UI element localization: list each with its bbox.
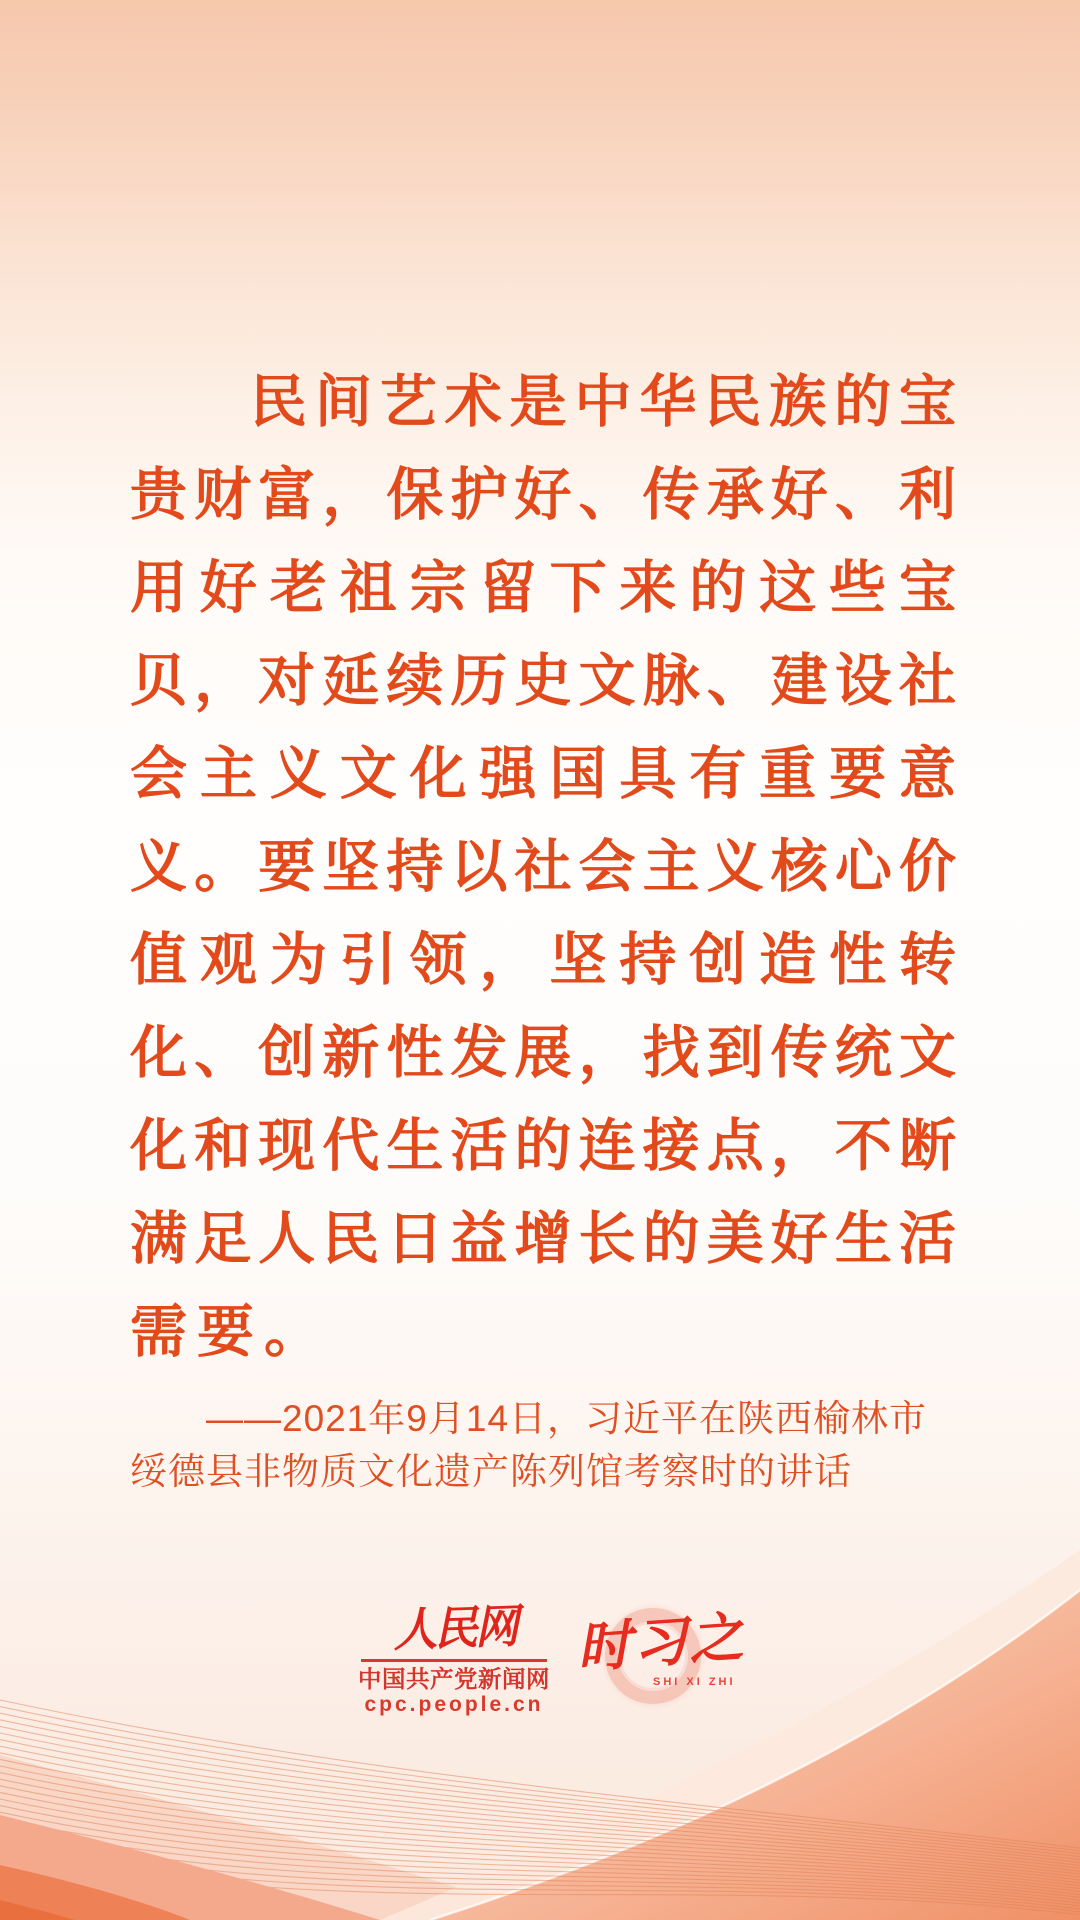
quote-line: 义 。 要 坚 持 以 社 会 主 义 核 心 价 bbox=[130, 835, 956, 899]
quote-line: 化 和 现 代 生 活 的 连 接 点 ， 不 断 bbox=[130, 1114, 956, 1178]
shixizhi-logo bbox=[575, 1600, 745, 1725]
cpc-news-site-url: cpc.people.cn bbox=[364, 1693, 544, 1716]
quote-line: 满 足 人 民 日 益 增 长 的 美 好 生 活 bbox=[130, 1207, 956, 1271]
attribution-line-2: 绥德县非物质文化遗产陈列馆考察时的讲话 bbox=[130, 1451, 852, 1492]
attribution-line-1: ——2021年9月14日，习近平在陕西榆林市 bbox=[206, 1398, 928, 1439]
quote-line: 会 主 义 文 化 强 国 具 有 重 要 意 bbox=[130, 742, 956, 806]
shixizhi-pinyin: SHI XI ZHI bbox=[653, 1676, 736, 1688]
logo-divider-rule bbox=[361, 1659, 547, 1662]
shixizhi-wordmark: 时习之 bbox=[575, 1607, 747, 1679]
bottom-wave-decoration bbox=[0, 1540, 1080, 1920]
peoples-daily-script-wordmark: 人民网 bbox=[391, 1599, 517, 1657]
quote-line: 化 、 创 新 性 发 展 ， 找 到 传 统 文 bbox=[130, 1021, 956, 1085]
quote-line: 需 要 。 bbox=[130, 1300, 321, 1364]
quote-line: 贵 财 富 ， 保 护 好 、 传 承 好 、 利 bbox=[130, 463, 956, 527]
quote-text-block bbox=[130, 356, 956, 1379]
quote-line: 贝 ， 对 延 续 历 史 文 脉 、 建 设 社 bbox=[130, 649, 956, 713]
cpc-news-site-name: 中国共产党新闻网 bbox=[358, 1666, 550, 1692]
indent-spacer bbox=[130, 402, 242, 403]
quote-line: 值 观 为 引 领 ， 坚 持 创 造 性 转 bbox=[130, 928, 956, 992]
peoples-daily-logo bbox=[348, 1598, 560, 1717]
quote-line: 民 间 艺 术 是 中 华 民 族 的 宝 bbox=[130, 356, 956, 449]
attribution bbox=[130, 1392, 970, 1498]
quote-line: 用 好 老 祖 宗 留 下 来 的 这 些 宝 bbox=[130, 556, 956, 620]
